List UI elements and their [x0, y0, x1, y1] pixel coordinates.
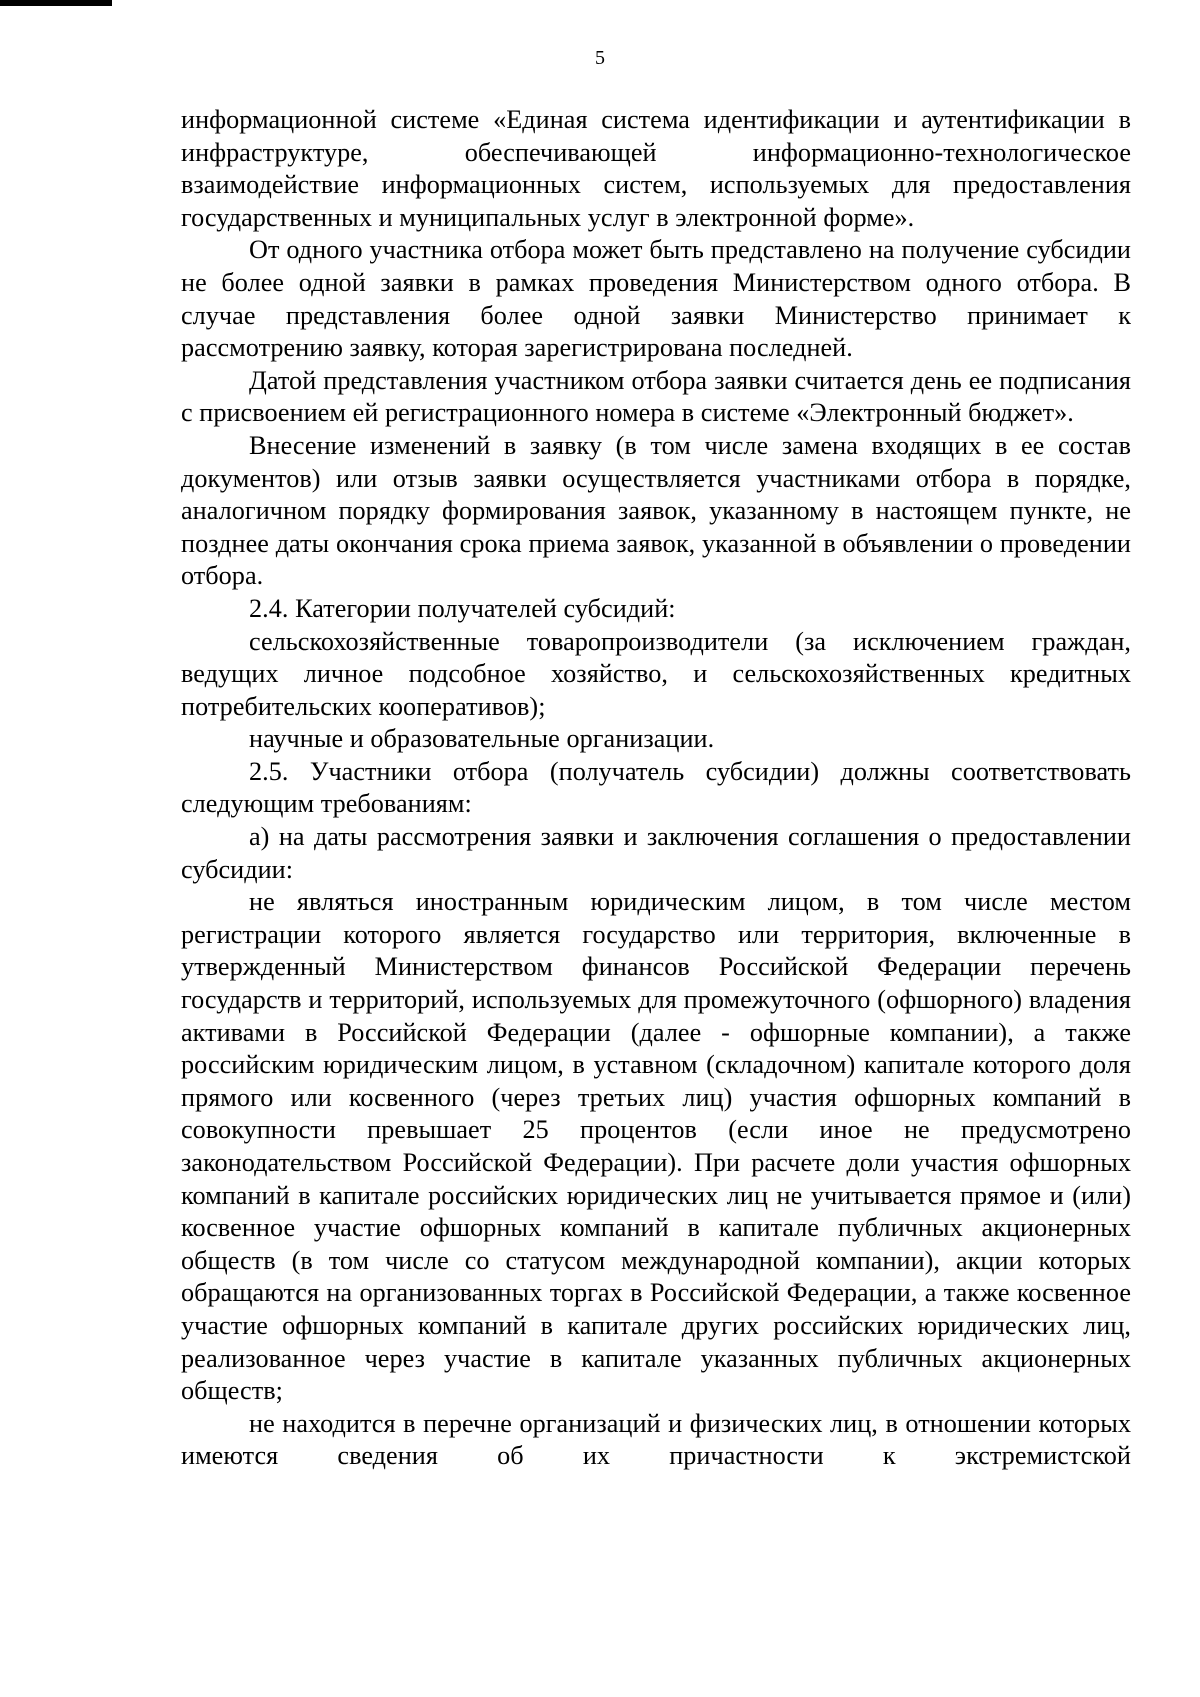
paragraph-submission-date: Датой представления участником отбора заявки считается день ее подписания с присвоением ей регистрационного номера в системе «Электронный бюджет». [181, 365, 1131, 428]
paragraph-one-application-rule: От одного участника отбора может быть представлено на получение субсидии не более одной заявки в рамках проведения Министерством одного отбора. В случае представления более одной заявки Министерство принимает к рассмотрению заявку, которая зарегистрирована последней. [181, 235, 1131, 363]
clause-2-5-heading: 2.5. Участники отбора (получатель субсидии) должны соответствовать следующим требованиям: [181, 756, 1131, 819]
paragraph-agricultural-producers: сельскохозяйственные товаропроизводители (за исключением граждан, ведущих личное подсобное хозяйство, и сельскохозяйственных кредитных потребительских кооперативов); [181, 626, 1131, 721]
clause-2-4-heading: 2.4. Категории получателей субсидий: [249, 593, 676, 623]
scan-corner-mark [0, 0, 112, 6]
paragraph-extremist-list: не находится в перечне организаций и физических лиц, в отношении которых имеются сведения об их причастности к экстремистской [181, 1408, 1131, 1471]
paragraph-scientific-organizations: научные и образовательные организации. [249, 724, 715, 754]
subclause-a: а) на даты рассмотрения заявки и заключения соглашения о предоставлении субсидии: [181, 822, 1131, 884]
paragraph-esia-continuation: информационной системе «Единая система идентификации и аутентификации в инфраструктуре, обеспечивающей информационно-технологическое взаимодействие информационных систем, используемых для предоставления государственных и муниципальных услуг в электронной форме». [181, 105, 1131, 232]
document-body [181, 104, 1131, 1473]
paragraph-application-changes: Внесение изменений в заявку (в том числе замена входящих в ее состав документов) или отзыв заявки осуществляется участниками отбора в порядке, аналогичном порядку формирования заявок, указанному в настоящем пункте, не позднее даты окончания срока приема заявок, указанной в объявлении о проведении отбора. [181, 430, 1131, 591]
paragraph-offshore-requirement: не являться иностранным юридическим лицом, в том числе местом регистрации которого является государство или территория, включенные в утвержденный Министерством финансов Российской Федерации перечень государств и территорий, используемых для промежуточного (офшорного) владения активами в Российской Федерации (далее - офшорные компании), а также российским юридическим лицом, в уставном (складочном) капитале которого доля прямого или косвенного (через третьих лиц) участия офшорных компаний в совокупности превышает 25 процентов (если иное не предусмотрено законодательством Российской Федерации). При расчете доли участия офшорных компаний в капитале российских юридических лиц не учитывается прямое и (или) косвенное участие офшорных компаний в капитале публичных акционерных обществ (в том числе со статусом международной компании), акции которых обращаются на организованных торгах в Российской Федерации, а также косвенное участие офшорных компаний в капитале других российских юридических лиц, реализованное через участие в капитале указанных публичных акционерных обществ; [181, 887, 1131, 1406]
page-number: 5 [595, 47, 605, 69]
